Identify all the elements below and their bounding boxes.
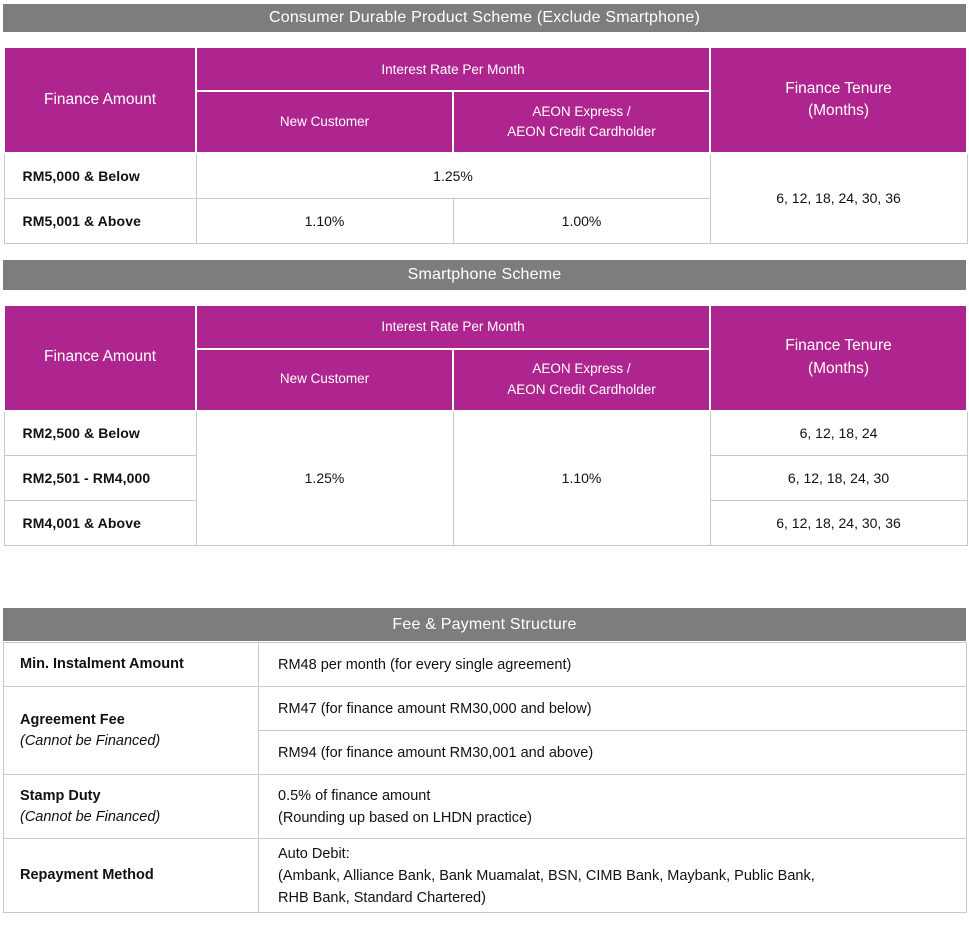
header-finance-tenure [710,305,967,411]
stamp-duty-line2: (Rounding up based on LHDN practice) [278,809,532,826]
consumer-durable-rate-table [3,46,968,244]
header-aeon-cardholder [453,349,710,411]
table-row [4,153,967,198]
aeon-header-line2: AEON Credit Cardholder [507,124,656,139]
tenure-cell-merged: 6, 12, 18, 24, 30, 36 [710,153,967,243]
stamp-duty-line1: 0.5% of finance amount [278,787,431,804]
finance-amount-cell: RM4,001 & Above [4,501,196,546]
fee-value-repayment-method [259,839,967,913]
fee-label-min-instalment: Min. Instalment Amount [4,643,259,687]
header-new-customer: New Customer [196,91,453,153]
fee-label-stamp-duty [4,775,259,839]
rate-cell-merged: 1.25% [196,153,710,198]
finance-amount-cell: RM2,501 - RM4,000 [4,456,196,501]
header-aeon-cardholder [453,91,710,153]
fee-value-min-instalment: RM48 per month (for every single agreement) [259,643,967,687]
header-interest-rate-group: Interest Rate Per Month [196,305,710,349]
table-row [4,839,967,913]
header-new-customer: New Customer [196,349,453,411]
table-row [4,775,967,839]
rate-new-customer-cell: 1.10% [196,198,453,243]
repayment-line2: (Ambank, Alliance Bank, Bank Muamalat, BSN, CIMB Bank, Maybank, Public Bank, [278,867,815,884]
table-row [4,687,967,731]
finance-tenure-line1: Finance Tenure [785,79,892,97]
fee-label-text: Stamp Duty [20,787,101,804]
fee-value-agreement-fee-below: RM47 (for finance amount RM30,000 and below) [259,687,967,731]
aeon-header-line1: AEON Express / [532,103,631,119]
table-row [4,643,967,687]
finance-tenure-line2: (Months) [807,102,870,119]
fee-label-repayment-method: Repayment Method [4,839,259,913]
fee-label-note: (Cannot be Financed) [20,732,161,749]
rate-aeon-cell: 1.00% [453,198,710,243]
page [0,4,969,923]
fee-label-agreement-fee [4,687,259,775]
aeon-header-line1: AEON Express / [532,361,631,377]
fee-payment-table [3,642,967,913]
header-finance-amount: Finance Amount [4,47,196,153]
section-title-text: Fee & Payment Structure [392,615,577,633]
header-finance-tenure [710,47,967,153]
rate-new-customer-cell-merged: 1.25% [196,411,453,546]
rate-aeon-cell-merged: 1.10% [453,411,710,546]
section-title-text: Smartphone Scheme [407,265,562,283]
fee-label-note: (Cannot be Financed) [20,808,161,825]
header-finance-amount: Finance Amount [4,305,196,411]
repayment-line1: Auto Debit: [278,845,350,862]
section-title-smartphone [3,260,966,290]
finance-amount-cell: RM5,001 & Above [4,198,196,243]
fee-value-agreement-fee-above: RM94 (for finance amount RM30,001 and above) [259,731,967,775]
finance-amount-cell: RM5,000 & Below [4,153,196,198]
fee-label-text: Agreement Fee [20,711,125,728]
section-title-fee-structure [3,608,966,641]
finance-tenure-line1: Finance Tenure [785,337,892,355]
tenure-cell: 6, 12, 18, 24, 30, 36 [710,501,967,546]
repayment-line3: RHB Bank, Standard Chartered) [278,889,486,906]
aeon-header-line2: AEON Credit Cardholder [507,381,656,397]
finance-amount-cell: RM2,500 & Below [4,411,196,456]
smartphone-rate-table [3,304,968,547]
section-title-consumer-durable [3,4,966,32]
tenure-cell: 6, 12, 18, 24 [710,411,967,456]
section-title-text: Consumer Durable Product Scheme (Exclude Smartphone) [268,9,701,26]
tenure-cell: 6, 12, 18, 24, 30 [710,456,967,501]
table-row [4,411,967,456]
fee-value-stamp-duty [259,775,967,839]
header-interest-rate-group: Interest Rate Per Month [196,47,710,91]
finance-tenure-line2: (Months) [807,359,870,377]
